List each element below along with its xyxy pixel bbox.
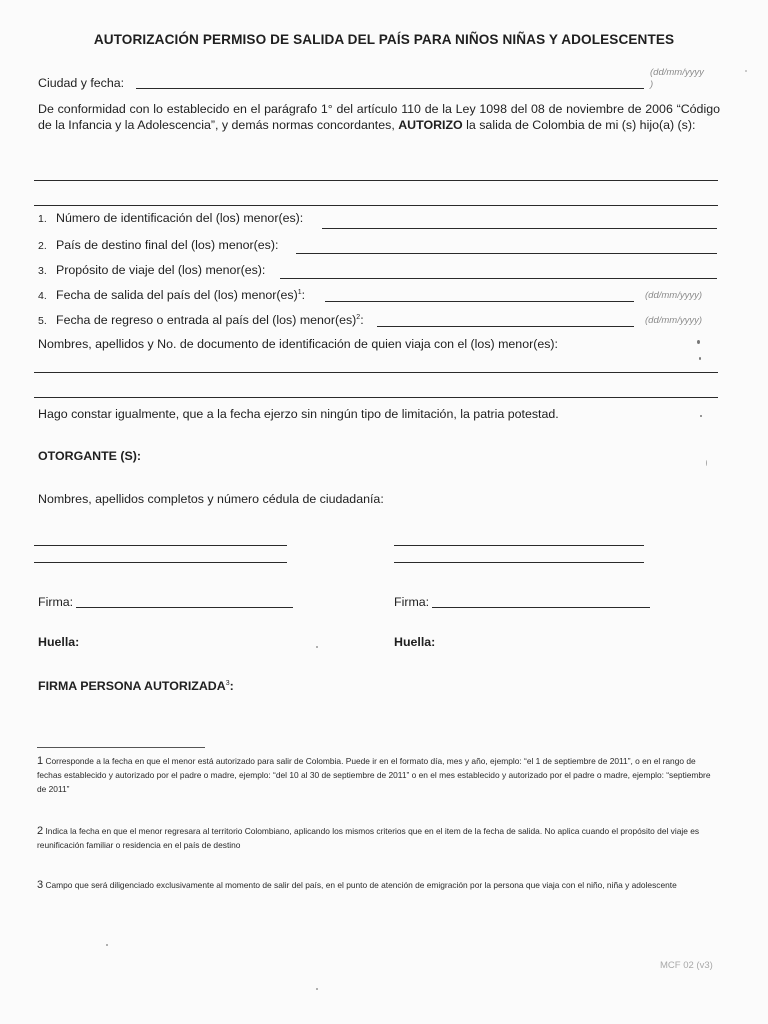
- scan-speck: [700, 415, 702, 417]
- authorized-heading-colon: :: [229, 679, 234, 693]
- return-date-format-hint: (dd/mm/yyyy): [645, 315, 702, 326]
- footnote-number: 3: [37, 879, 44, 891]
- item-destination-country: [38, 238, 278, 252]
- item-departure-date: [38, 288, 305, 302]
- footnote-number: 2: [37, 825, 44, 837]
- scan-speck: [316, 646, 318, 648]
- grantor-1-id-line[interactable]: [34, 562, 287, 563]
- scan-speck: [316, 988, 318, 990]
- grantor-1-name-line[interactable]: [34, 545, 287, 546]
- item-child-id: [38, 211, 303, 225]
- return-date-field[interactable]: [377, 326, 634, 327]
- item-number: 5.: [38, 315, 47, 327]
- footnote-3: [37, 878, 719, 892]
- patria-potestad-statement: Hago constar igualmente, que a la fecha ejerzo sin ningún tipo de limitación, la patria potestad.: [38, 407, 559, 421]
- destination-country-field[interactable]: [296, 253, 717, 254]
- grantor-1-huella-label: Huella:: [38, 635, 80, 649]
- item-return-date: [38, 313, 364, 327]
- scan-speck: [697, 340, 700, 344]
- form-reference-code: MCF 02 (v3): [660, 960, 713, 971]
- footnote-number: 1: [37, 755, 44, 767]
- trip-purpose-field[interactable]: [280, 278, 717, 279]
- city-date-label: Ciudad y fecha:: [38, 76, 125, 90]
- item-label: Fecha de salida del país del (los) menor(es): [56, 288, 298, 302]
- item-number: 1.: [38, 213, 47, 225]
- footnote-2: [37, 824, 719, 852]
- item-label: Fecha de regreso o entrada al país del (los) menor(es): [56, 313, 357, 327]
- grantor-2-huella-label: Huella:: [394, 635, 436, 649]
- child-id-field[interactable]: [322, 228, 717, 229]
- footnote-text: Campo que será diligenciado exclusivamente al momento de salir del país, en el punto de atención de emigración por la persona que viaja con el niño, niña y adolescente: [45, 880, 677, 890]
- footnote-text: Corresponde a la fecha en que el menor está autorizado para salir de Colombia. Puede ir en el formato día, mes y año, ejemplo: “el 1 de septiembre de 2011”, o en el rango de fechas establecido y autorizado por el padre o madre, ejemplo: “del 10 al 30 de septiembre de 2011” o en el mes establecido y autorizado por el padre o madre, ejemplo: “septiembre de 2011”: [37, 756, 711, 794]
- scan-speck: [106, 944, 108, 946]
- authorized-signature-heading: [38, 679, 234, 693]
- item-trip-purpose: [38, 263, 265, 277]
- grantor-1-signature-field[interactable]: [76, 607, 293, 608]
- item-label-colon: :: [301, 288, 306, 302]
- traveler-line-2[interactable]: [34, 397, 718, 398]
- footnote-ref: 3: [225, 679, 230, 687]
- scan-speck: [706, 460, 707, 466]
- item-label: País de destino final del (los) menor(es):: [56, 238, 279, 252]
- otorgante-heading: OTORGANTE (S):: [38, 449, 142, 463]
- intro-text-end: la salida de Colombia de mi (s) hijo(a) (s):: [462, 118, 696, 132]
- footnote-separator: [37, 747, 205, 748]
- footnote-ref: 1: [297, 288, 302, 296]
- departure-date-field[interactable]: [325, 301, 634, 302]
- grantor-2-signature-field[interactable]: [432, 607, 650, 608]
- footnote-text: Indica la fecha en que el menor regresara al territorio Colombiano, aplicando los mismos criterios que en el item de la fecha de salida. No aplica cuando el propósito del viaje es reunificación familiar o residencia en el país de destino: [37, 826, 700, 850]
- names-label: Nombres, apellidos completos y número cédula de ciudadanía:: [38, 492, 384, 506]
- item-label-colon: :: [360, 313, 364, 327]
- scan-speck: [699, 357, 701, 360]
- city-date-format-hint: (dd/mm/yyyy: [650, 67, 704, 78]
- intro-text: De conformidad con lo establecido en el parágrafo 1° del artículo 110 de la Ley 1098 del 08 de noviembre de 2006 “Código de la Infancia y la Adolescencia”, y demás normas concordantes,: [38, 102, 720, 132]
- footnote-1: [37, 754, 719, 796]
- grantor-2-id-line[interactable]: [394, 562, 644, 563]
- autorizo-text: AUTORIZO: [398, 118, 463, 132]
- item-number: 4.: [38, 290, 47, 302]
- item-label: Número de identificación del (los) menor(es):: [56, 211, 304, 225]
- footnote-ref: 2: [356, 313, 361, 321]
- authorized-heading-text: FIRMA PERSONA AUTORIZADA: [38, 679, 226, 693]
- form-title: AUTORIZACIÓN PERMISO DE SALIDA DEL PAÍS PARA NIÑOS NIÑAS Y ADOLESCENTES: [93, 32, 675, 47]
- traveler-line-1[interactable]: [34, 372, 718, 373]
- departure-date-format-hint: (dd/mm/yyyy): [645, 290, 702, 301]
- city-date-format-hint-close: ): [650, 79, 654, 90]
- children-names-line-1[interactable]: [34, 180, 718, 181]
- item-number: 3.: [38, 265, 47, 277]
- city-date-field[interactable]: [136, 88, 644, 89]
- intro-paragraph: [38, 101, 720, 133]
- item-label: Propósito de viaje del (los) menor(es):: [56, 263, 266, 277]
- scan-speck: [745, 70, 747, 72]
- item-number: 2.: [38, 240, 47, 252]
- grantor-2-name-line[interactable]: [394, 545, 644, 546]
- grantor-2-firma-label: Firma:: [394, 595, 430, 609]
- grantor-1-firma-label: Firma:: [38, 595, 74, 609]
- traveler-label: Nombres, apellidos y No. de documento de identificación de quien viaja con el (los) menor(es):: [38, 337, 558, 351]
- children-names-line-2[interactable]: [34, 205, 718, 206]
